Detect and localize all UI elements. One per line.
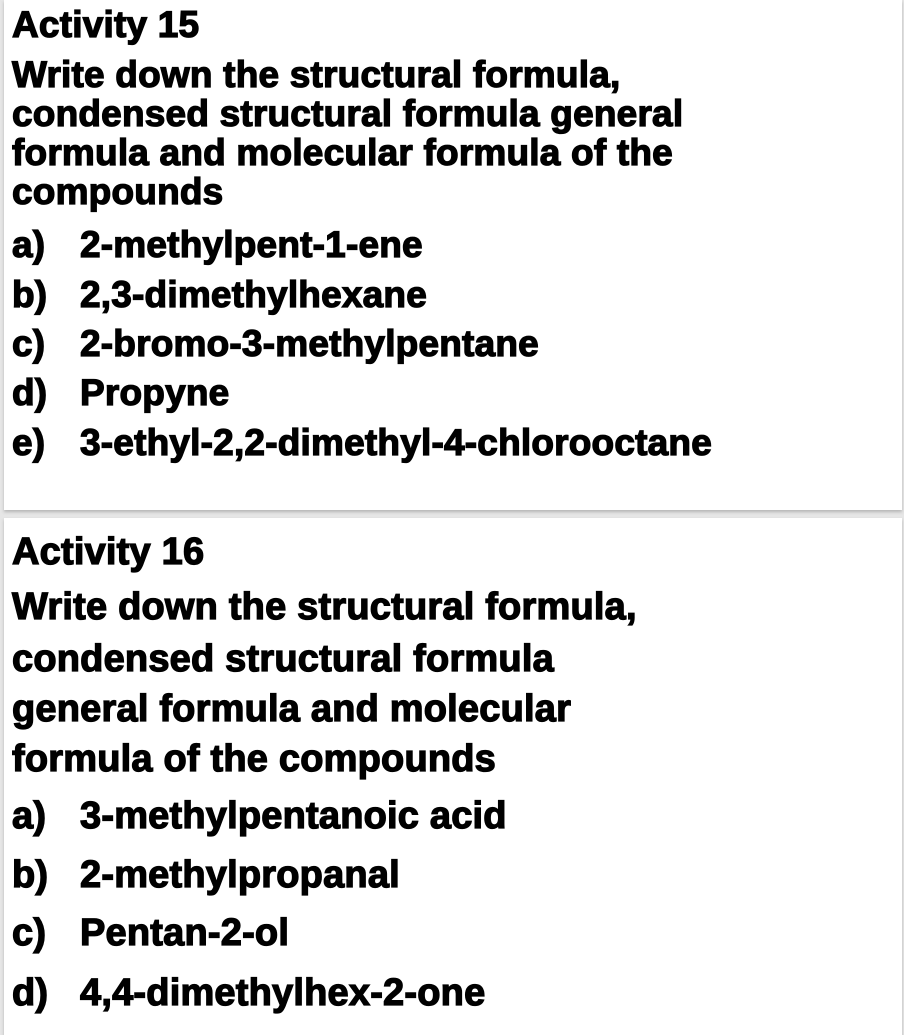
instruction-line: Write down the structural formula, [12, 54, 621, 95]
list-item [12, 276, 427, 313]
list-item [12, 325, 539, 362]
item-text: 3-ethyl-2,2-dimethyl-4-chlorooctane [80, 422, 713, 463]
activity-16-panel [4, 518, 902, 1035]
instruction-line: general formula and molecular [12, 688, 572, 730]
item-label: b) [12, 854, 49, 896]
item-text: Propyne [80, 372, 230, 413]
item-text: 2-methylpent-1-ene [80, 224, 423, 265]
item-label: d) [12, 972, 49, 1014]
item-label: c) [12, 912, 47, 954]
item-text: 2-bromo-3-methylpentane [80, 323, 539, 364]
list-item [12, 856, 400, 894]
instruction-line: compounds [12, 171, 224, 212]
instruction-line: condensed structural formula general [12, 93, 684, 134]
item-text: 2-methylpropanal [80, 854, 400, 896]
list-item [12, 424, 712, 461]
list-item [12, 914, 289, 952]
item-label: b) [12, 274, 48, 315]
instruction-line: condensed structural formula [12, 638, 554, 680]
activity-15-panel [4, 0, 902, 510]
list-item [12, 797, 507, 835]
item-label: a) [12, 224, 46, 265]
item-label: d) [12, 372, 48, 413]
item-text: 3-methylpentanoic acid [80, 795, 507, 837]
item-text: 2,3-dimethylhexane [80, 274, 428, 315]
activity-title: Activity 16 [12, 531, 205, 573]
list-item [12, 226, 423, 263]
item-label: a) [12, 795, 47, 837]
instruction-line: formula of the compounds [12, 738, 497, 780]
list-item [12, 974, 485, 1012]
list-item [12, 374, 229, 411]
activity-title: Activity 15 [12, 4, 200, 45]
item-text: Pentan-2-ol [80, 912, 290, 954]
instruction-line: formula and molecular formula of the [12, 132, 673, 173]
item-label: e) [12, 422, 46, 463]
item-label: c) [12, 323, 46, 364]
instruction-line: Write down the structural formula, [12, 586, 637, 628]
item-text: 4,4-dimethylhex-2-one [80, 972, 486, 1014]
